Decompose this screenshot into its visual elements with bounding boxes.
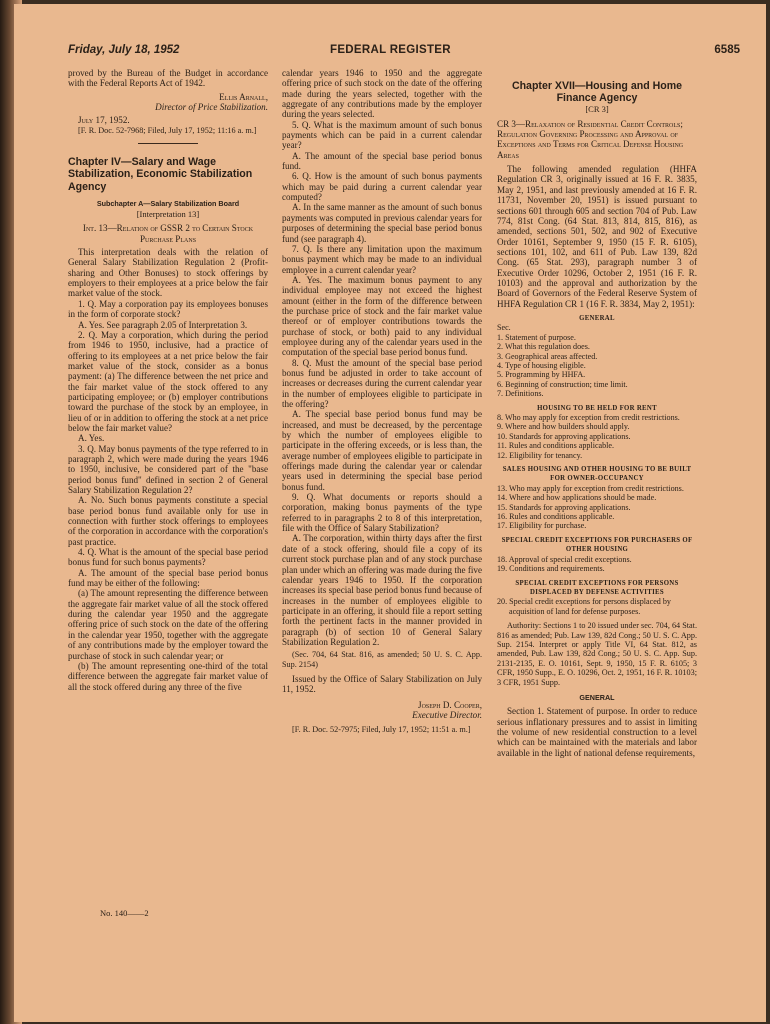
- toc-item: 17. Eligibility for purchase.: [497, 521, 587, 531]
- toc-heading: SPECIAL CREDIT EXCEPTIONS FOR PURCHASERS OF OTHER HOUSING: [501, 536, 693, 554]
- question: 3. Q. May bonus payments of the type referred to in paragraph 2, which were made during the years 1946 to 1950, inclusive, be considered part of the "base period bonus fund" defined in section 2 of General Salary Stabilization Regulation 2?: [68, 443, 268, 496]
- question: 8. Q. Must the amount of the special base period bonus fund be adjusted in order to take account of increases or decreases during the current calendar year in the number of employees eligible to participate in the offering?: [282, 357, 482, 409]
- toc-item: 6. Beginning of construction; time limit.: [497, 379, 628, 389]
- paragraph: proved by the Bureau of the Budget in accordance with the Federal Reports Act of 1942.: [68, 68, 268, 89]
- authority-note: Authority: Sections 1 to 20 issued under sec. 704, 64 Stat. 816 as amended; Pub. Law 139, 82d Cong.; 50 U. S. C. App. Sup. 2154. Interpret or apply Title VI, 64 Stat. 812, as amended, Pub. Law 139, 82d Cong.; 50 U. S. C. App. Sup. 2131-2135, E. O. 10161, Sept. 9, 1950, 15 F. R. 6105; 3 CFR, 1950 Supp., E. O. 10296, Oct. 2, 1951, 16 F. R. 10103; 3 CFR, 1951 Supp.: [497, 621, 697, 687]
- date-line: July 17, 1952.: [78, 115, 130, 126]
- paragraph: This interpretation deals with the relation of General Salary Stabilization Regulation 2 (Profit-sharing and Other Bonuses) to stock offerings by employers to their employees at a price below the fair market value of the stock.: [68, 247, 268, 299]
- question: 7. Q. Is there any limitation upon the maximum bonus payment which may be made to an individual employee in a current calendar year?: [282, 243, 482, 275]
- table-of-contents: [497, 314, 697, 616]
- column-2: [282, 68, 482, 735]
- issued-line: Issued by the Office of Salary Stabilization on July 11, 1952.: [282, 674, 482, 695]
- signature-title: Executive Director.: [412, 710, 482, 721]
- toc-heading: SPECIAL CREDIT EXCEPTIONS FOR PERSONS DISPLACED BY DEFENSE ACTIVITIES: [515, 579, 679, 596]
- toc-item: 1. Statement of purpose.: [497, 332, 576, 342]
- question: 4. Q. What is the amount of the special base period bonus fund for such bonus payments?: [68, 547, 268, 568]
- section-1-text: Section 1. Statement of purpose. In order to reduce serious inflationary pressures and to assist in limiting the volume of new residential construction to a level which can be maintained with the materials and labor available in the light of national defense requirements,: [497, 706, 697, 758]
- answer-item: (b) The amount representing one-third of the total difference between the aggregate fair market value of all the stock offered during any three of the five: [68, 660, 268, 692]
- toc-item: 7. Definitions.: [497, 389, 544, 399]
- interpretation-title: Int. 13—Relation of GSSR 2 to Certain Stock Purchase Plans: [82, 223, 254, 244]
- subchapter-heading: Subchapter A—Salary Stabilization Board: [96, 198, 240, 208]
- toc-item: 3. Geographical areas affected.: [497, 351, 598, 361]
- answer: A. Yes. See paragraph 2.05 of Interpretation 3.: [78, 319, 248, 330]
- question: 5. Q. What is the maximum amount of such bonus payments which can be paid in a current calendar year?: [282, 119, 482, 151]
- signature-title: Director of Price Stabilization.: [155, 102, 268, 113]
- question: 6. Q. How is the amount of such bonus payments which may be paid during a current calendar year computed?: [282, 171, 482, 203]
- toc-item: 18. Approval of special credit exceptions.: [497, 554, 632, 564]
- interpretation-number: [Interpretation 13]: [136, 209, 200, 220]
- toc-item: 13. Who may apply for exception from credit restrictions.: [497, 483, 684, 493]
- toc-item: 8. Who may apply for exception from credit restrictions.: [497, 413, 680, 422]
- toc-item: 15. Standards for approving applications.: [497, 502, 631, 512]
- question: 2. Q. May a corporation, which during the period from 1946 to 1950, inclusive, had a practice of offering to its employees at a net price below the fair market value of the stock, consider as a bonus payment: (a) The difference between the net price and the fair market value of the stock offered to any participating employee; or (b) employer contributions toward the purchase of the stock by an employee, in lieu of or in addition to offering the stock at a net price below the fair market value?: [68, 329, 268, 433]
- paragraph: The following amended regulation (HHFA Regulation CR 3, originally issued at 16 F. R. 3835, May 2, 1951, and last previously amended at 16 F. R. 11731, November 20, 1951) is issued pursuant to sections 601 through 605 and section 704 of Pub. Law 774, 81st Cong. (64 Stat. 813, 814, 815, 816), as amended, sections 501, 502, and 902 of Executive Order 10161, September 9, 1950 (15 F. R. 6105), sections 101, 102, and 611 of Pub. Law 139, 82d Cong. (65 Stat. 293), paragraph number 3 of Executive Order 10296, October 2, 1951 (16 F. R. 10103) and the approval and authorization by the Board of Governors of the Federal Reserve System of HHFA Regulation CR 1 (16 F. R. 3834, May 2, 1951):: [497, 164, 697, 309]
- fr-doc-note: [F. R. Doc. 52-7975; Filed, July 17, 1952; 11:51 a. m.]: [292, 725, 471, 735]
- answer: A. The amount of the special base period bonus fund may be either of the following:: [68, 567, 268, 589]
- answer: A. Yes.: [78, 433, 105, 444]
- paragraph: calendar years 1946 to 1950 and the aggregate offering price of such stock on the date of the offering made during the years selected, together with the aggregate of any contributions made by the employer during the years selected.: [282, 68, 482, 120]
- toc-item: 5. Programming by HHFA.: [497, 370, 586, 380]
- answer: A. Yes. The maximum bonus payment to any individual employee may not exceed the highest amount (either in the form of the difference between the purchase price of stock and the fair market value thereof or of employer contributions towards the purchase of stock, or both) paid to any individual employee during any of the calendar years used in the computation of the special base period bonus fund.: [282, 274, 482, 358]
- fr-doc-note: [F. R. Doc. 52-7968; Filed, July 17, 1952; 11:16 a. m.]: [78, 125, 257, 135]
- toc-item: 19. Conditions and requirements.: [497, 564, 605, 574]
- divider: [138, 143, 198, 144]
- answer: A. In the same manner as the amount of such bonus payments was computed in previous calendar years for purposes of determining the special base period bonus fund (see paragraph 4).: [282, 202, 482, 244]
- page-footer: No. 140——2: [100, 908, 149, 918]
- toc-heading: HOUSING TO BE HELD FOR RENT: [537, 404, 657, 412]
- regulation-title: CR 3—Relaxation of Residential Credit Controls; Regulation Governing Processing and Approval of Exceptions and Terms for Critical Defense Housing Areas: [497, 118, 684, 160]
- toc-heading: SALES HOUSING AND OTHER HOUSING TO BE BUILT FOR OWNER-OCCUPANCY: [502, 466, 692, 483]
- toc-item: 16. Rules and conditions applicable.: [497, 512, 615, 522]
- toc-item: 2. What this regulation does.: [497, 342, 590, 352]
- answer: A. The corporation, within thirty days after the first date of a stock offering, should file a copy of its current stock purchase plan and of any stock purchase plan under which an offering was made during the five calendar years 1946 to 1950. If the corporation increases its special base period bonus fund because of increases in the number of employees eligible to participate in an offering, it should file a report setting forth the pertinent facts in the manner provided in paragraph (b) of section 10 of General Salary Stabilization Regulation 2.: [282, 533, 482, 647]
- toc-item: 11. Rules and conditions applicable.: [497, 441, 615, 451]
- citation: (Sec. 704, 64 Stat. 816, as amended; 50 U. S. C. App. Sup. 2154): [282, 650, 482, 669]
- signature-name: Joseph D. Cooper,: [418, 699, 482, 710]
- toc-item: 12. Eligibility for tenancy.: [497, 450, 583, 460]
- chapter-heading: Chapter IV—Salary and Wage Stabilization, Economic Stabilization Agency: [68, 156, 253, 193]
- toc-item: 4. Type of housing eligible.: [497, 360, 586, 370]
- toc-item: 9. Where and how builders should apply.: [497, 422, 630, 432]
- toc-item: 20. Special credit exceptions for persons displaced by acquisition of land for defense purposes.: [497, 597, 671, 616]
- answer: A. The special base period bonus fund may be increased, and must be decreased, by the percentage by which the number of employees eligible to participate in the offering exceeds, or is less than, the average number of employees eligible to participate in offerings made during the calendar year or calendar years used in determining the special base period bonus fund.: [282, 409, 482, 492]
- toc-item: 14. Where and how applications should be made.: [497, 493, 657, 503]
- question: 9. Q. What documents or reports should a corporation, making bonus payments of the type referred to in paragraphs 2 to 8 of this interpretation, file with the Office of Salary Stabilization?: [282, 492, 482, 534]
- cr-number: [CR 3]: [585, 104, 609, 115]
- column-3: [497, 68, 697, 758]
- header-page-number: 6585: [714, 44, 740, 56]
- section-heading: GENERAL: [579, 692, 615, 702]
- answer-item: (a) The amount representing the difference between the aggregate fair market value of all the stock offered during the calendar year 1950 and the aggregate offering price of such stock on the date of the offering in the calendar year 1950, together with the aggregate of any contributions made by the employer toward the purchase of stock in such calendar year; or: [68, 588, 268, 661]
- answer: A. No. Such bonus payments constitute a special base period bonus fund available only for use in connection with further stock offerings to employees of the corporation in accordance with the corporation's past practice.: [68, 495, 268, 547]
- signature-name: Ellis Arnall,: [219, 91, 268, 102]
- header-date: Friday, July 18, 1952: [68, 44, 180, 56]
- question: 1. Q. May a corporation pay its employees bonuses in the form of corporate stock?: [68, 298, 268, 320]
- toc-item: 10. Standards for approving applications.: [497, 431, 631, 441]
- header-title: FEDERAL REGISTER: [330, 44, 451, 56]
- toc-heading: GENERAL: [579, 314, 615, 322]
- chapter-heading: Chapter XVII—Housing and Home Finance Agency: [511, 80, 683, 105]
- toc-sec-label: Sec.: [497, 323, 511, 333]
- column-1: [68, 68, 268, 692]
- answer: A. The amount of the special base period bonus fund.: [282, 150, 482, 172]
